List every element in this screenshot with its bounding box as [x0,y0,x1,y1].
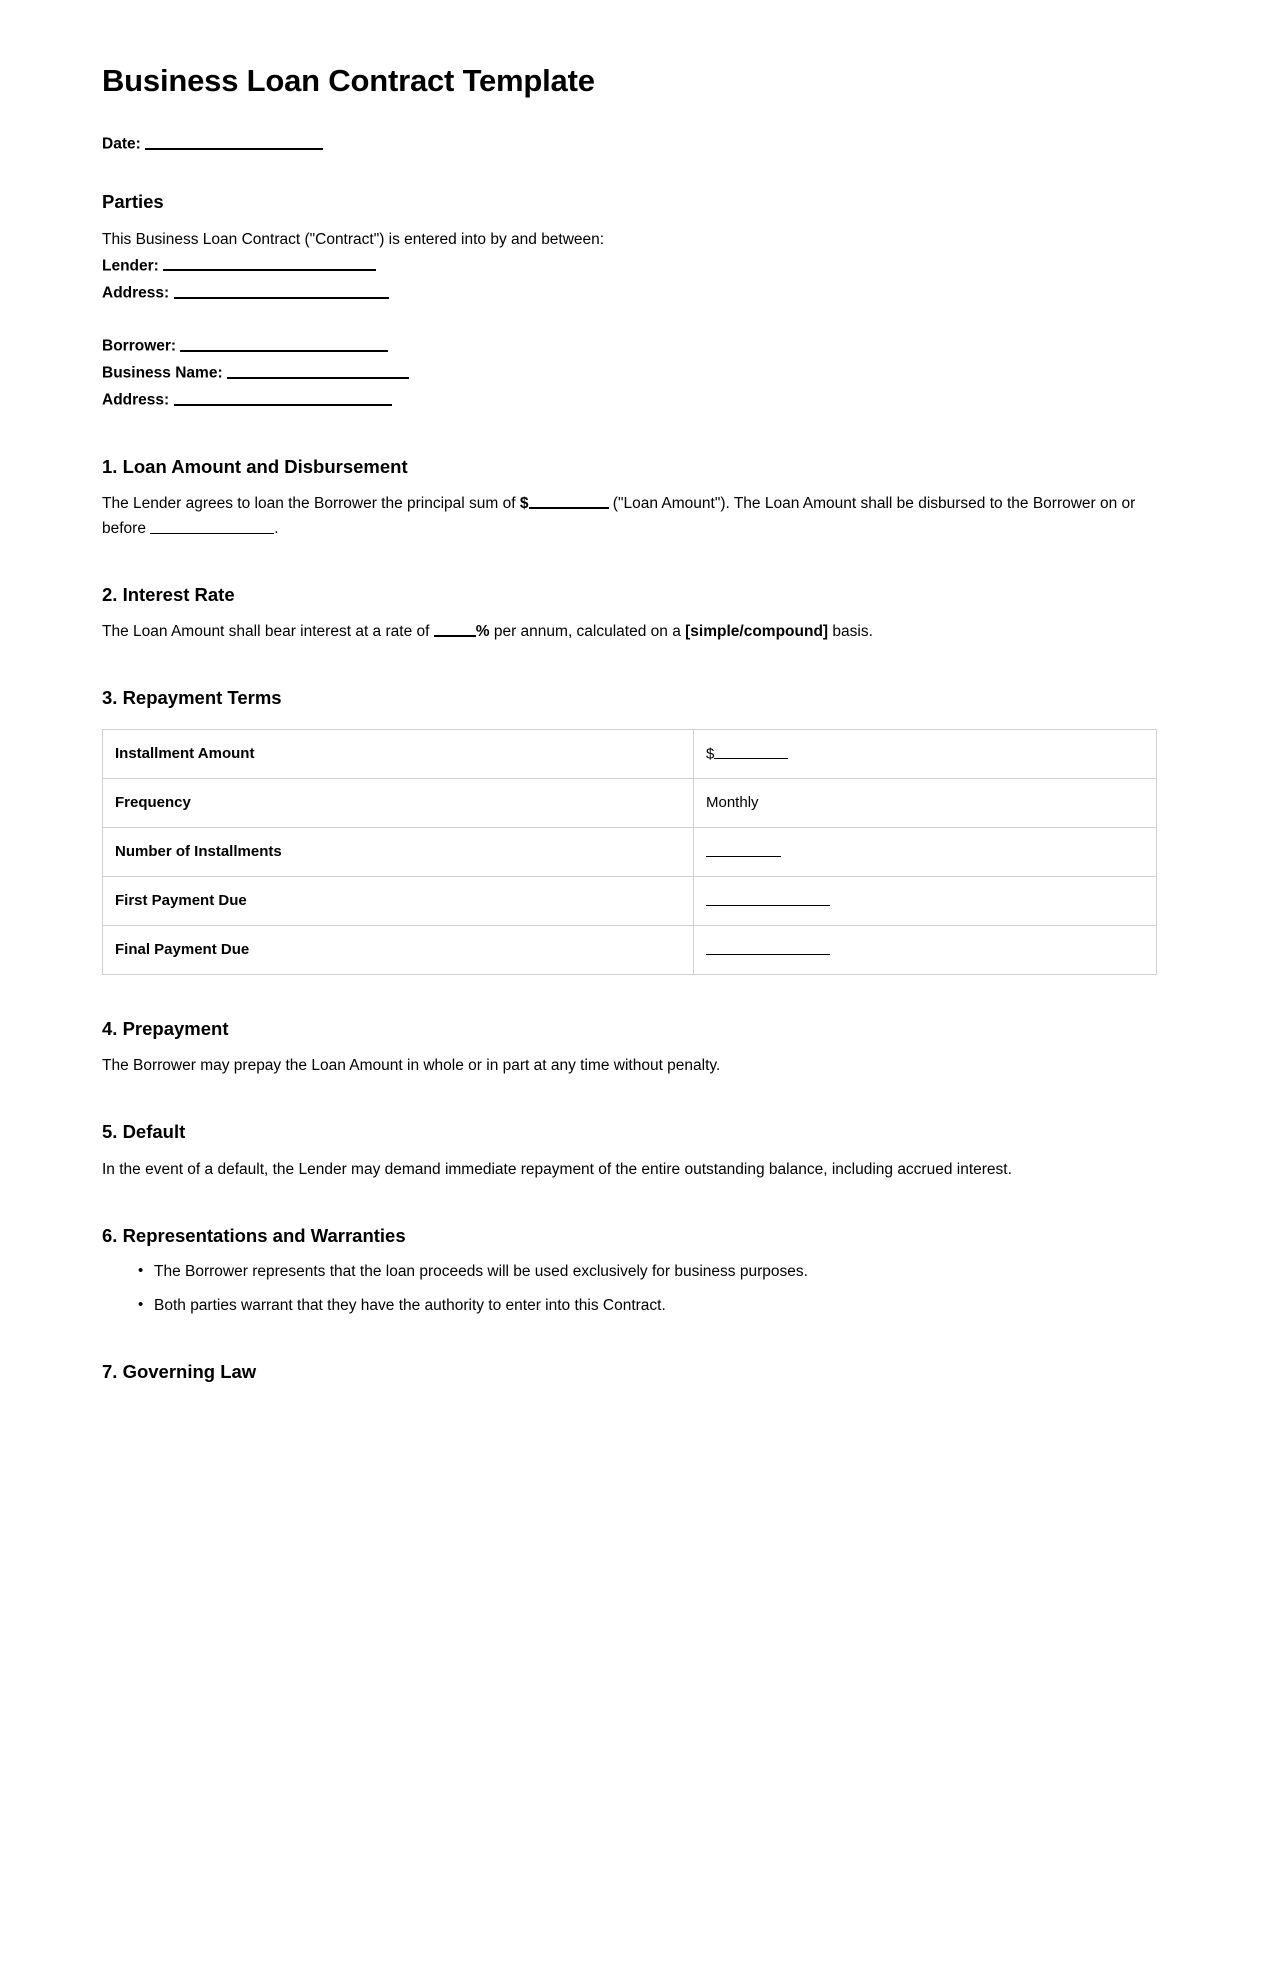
borrower-label: Borrower: [102,337,177,355]
section-governing-law [102,1360,1159,1383]
list-item: • Both parties warrant that they have the authority to enter into this Contract. [138,1294,1159,1319]
date-field-line [102,133,1159,156]
row-value[interactable] [694,828,1157,877]
interest-rate-paragraph [102,619,1159,644]
percent-symbol: % [475,623,490,641]
parties-heading: Parties [102,191,164,213]
representations-bullet-list [102,1260,1159,1319]
number-of-installments-blank-input[interactable] [706,842,781,857]
interest-rate-text-2: per annum, calculated on a [489,623,686,641]
borrower-address-label: Address: [102,392,170,410]
row-value[interactable]: Monthly [694,779,1157,828]
repayment-terms-heading: 3. Repayment Terms [102,687,282,709]
row-label: Final Payment Due [103,926,694,975]
list-item: • The Borrower represents that the loan proceeds will be used exclusively for business purposes. [138,1260,1159,1285]
repayment-terms-table [102,729,1157,975]
lender-address-field-line [102,282,1159,305]
section-parties [102,190,1159,412]
interest-rate-heading: 2. Interest Rate [102,583,235,605]
section-default [102,1120,1159,1181]
page-title: Business Loan Contract Template [102,63,595,98]
representations-heading: 6. Representations and Warranties [102,1224,406,1246]
loan-amount-text-1: The Lender agrees to loan the Borrower the principal sum of [102,494,520,512]
interest-basis-option[interactable]: [simple/compound] [685,623,829,641]
lender-address-blank-input[interactable] [174,282,389,299]
lender-blank-input[interactable] [163,255,376,272]
borrower-address-blank-input[interactable] [174,389,392,406]
loan-amount-blank-input[interactable] [529,492,609,509]
business-name-blank-input[interactable] [227,362,409,379]
lender-address-label: Address: [102,284,170,302]
table-row [103,926,1157,975]
borrower-blank-input[interactable] [180,335,388,352]
section-representations [102,1224,1159,1319]
lender-field-line [102,255,1159,278]
row-label: Number of Installments [103,828,694,877]
section-repayment-terms [102,686,1159,975]
loan-amount-heading: 1. Loan Amount and Disbursement [102,455,408,477]
borrower-field-line [102,335,1159,358]
row-value[interactable] [694,926,1157,975]
row-label: First Payment Due [103,877,694,926]
installment-amount-blank-input[interactable] [714,744,788,759]
section-interest-rate [102,583,1159,644]
table-row [103,877,1157,926]
interest-rate-blank-input[interactable] [434,620,476,637]
loan-amount-text-2: ("Loan Amount"). The Loan Amount shall be disbursed to the Borrower on or before [102,494,1136,537]
default-heading: 5. Default [102,1121,186,1143]
business-name-label: Business Name: [102,364,223,382]
loan-amount-currency-symbol: $ [519,494,529,512]
section-loan-amount [102,455,1159,541]
interest-rate-text-1: The Loan Amount shall bear interest at a rate of [102,623,434,641]
interest-rate-text-3: basis. [828,623,873,641]
table-row [103,730,1157,779]
table-row [103,779,1157,828]
installment-currency-symbol: $ [706,744,715,762]
final-payment-due-blank-input[interactable] [706,940,830,955]
date-blank-input[interactable] [145,133,323,150]
section-prepayment [102,1017,1159,1078]
disbursement-date-blank-input[interactable] [150,518,274,534]
parties-intro-text: This Business Loan Contract ("Contract") is entered into by and between: [102,230,605,248]
row-label: Frequency [103,779,694,828]
table-row [103,828,1157,877]
spacer [102,309,1159,335]
prepayment-heading: 4. Prepayment [102,1018,229,1040]
borrower-address-field-line [102,389,1159,412]
prepayment-paragraph: The Borrower may prepay the Loan Amount in whole or in part at any time without penalty. [102,1057,721,1075]
governing-law-heading: 7. Governing Law [102,1361,257,1383]
business-name-field-line [102,362,1159,385]
first-payment-due-blank-input[interactable] [706,891,830,906]
row-value[interactable] [694,730,1157,779]
lender-label: Lender: [102,257,159,275]
date-label: Date: [102,135,141,153]
spacer [102,160,1159,190]
loan-amount-text-3: . [274,519,279,537]
row-value[interactable] [694,877,1157,926]
default-paragraph: In the event of a default, the Lender may demand immediate repayment of the entire outstanding balance, including accrued interest. [102,1160,1012,1178]
row-label: Installment Amount [103,730,694,779]
loan-amount-paragraph [102,491,1159,541]
